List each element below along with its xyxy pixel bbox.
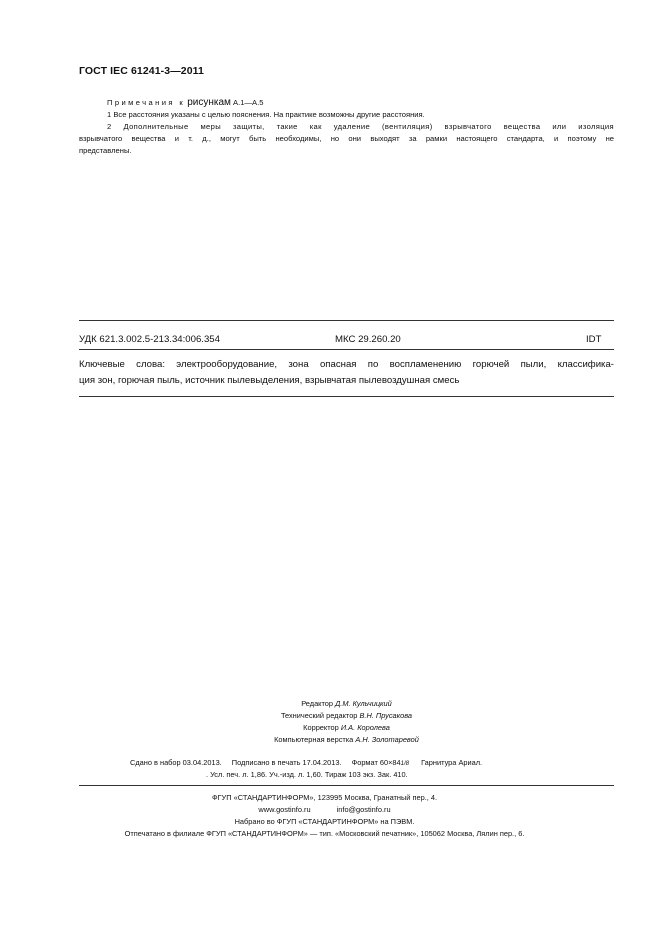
- publisher-typeset: Набрано во ФГУП «СТАНДАРТИНФОРМ» на ПЭВМ.: [234, 817, 415, 826]
- divider-bottom: [79, 396, 614, 397]
- idt-label: IDT: [586, 334, 602, 345]
- note-2-line-3: представлены.: [79, 146, 132, 155]
- keywords-line-2: ция зон, горючая пыль, источник пылевыделения, взрывчатая пылевоздушная смесь: [79, 374, 460, 386]
- standard-header: ГОСТ IEC 61241-3—2011: [79, 65, 204, 77]
- credit-tech-editor: [16, 711, 661, 720]
- publisher-printed: Отпечатано в филиале ФГУП «СТАНДАРТИНФОРМ» — тип. «Московский печатник», 105062 Москва, Лялин пер., 6.: [124, 829, 525, 838]
- udk-code: УДК 621.3.002.5-213.34:006.354: [79, 334, 220, 345]
- notes-title-word: рисункам: [187, 97, 231, 108]
- publisher-email: info@gostinfo.ru: [336, 805, 391, 814]
- editor-name: Д.М. Кульчицкий: [335, 699, 392, 708]
- credit-corrector: [16, 723, 661, 732]
- print-format: Формат 60×84: [351, 758, 401, 767]
- layout-name: А.Н. Золотаревой: [355, 735, 419, 744]
- print-typeface: Гарнитура Ариал.: [421, 758, 483, 767]
- print-signed: Подписано в печать 17.04.2013.: [231, 758, 342, 767]
- layout-label: Компьютерная верстка: [274, 735, 354, 744]
- corrector-name: И.А. Королева: [340, 723, 390, 732]
- print-line-1: [130, 758, 482, 767]
- publisher-contacts: [0, 805, 655, 814]
- divider-middle: [79, 349, 614, 350]
- print-sent: Сдано в набор 03.04.2013.: [130, 758, 222, 767]
- tech-editor-name: В.Н. Прусакова: [359, 711, 413, 720]
- mks-code: МКС 29.260.20: [335, 334, 401, 345]
- editor-label: Редактор: [301, 699, 334, 708]
- corrector-label: Корректор: [303, 723, 339, 732]
- note-2-line-2: взрывчатого вещества и т. д., могут быть необходимы, но они выходят за рамки настоящего стандарта, и поэтому не: [79, 134, 614, 143]
- publisher-site: www.gostinfo.ru: [258, 805, 311, 814]
- divider-top: [79, 320, 614, 321]
- publisher-address: ФГУП «СТАНДАРТИНФОРМ», 123995 Москва, Гранатный пер., 4.: [211, 793, 438, 802]
- note-2-line-1: 2 Дополнительные меры защиты, такие как удаление (вентиляция) взрывчатого вещества или изоляция: [107, 122, 614, 131]
- print-line-2: . Усл. печ. л. 1,86. Уч.-изд. л. 1,60. Тираж 103 экз. Зак. 410.: [206, 770, 408, 779]
- credit-layout: [16, 735, 661, 744]
- credit-editor: [16, 699, 661, 708]
- keywords: [79, 357, 614, 388]
- note-1: 1 Все расстояния указаны с целью пояснения. На практике возможны другие расстояния.: [107, 110, 425, 119]
- notes-title-ref: А.1—А.5: [233, 98, 264, 107]
- tech-editor-label: Технический редактор: [280, 711, 358, 720]
- divider-footer: [79, 785, 614, 786]
- notes-title-spaced: Примечания к: [107, 98, 186, 107]
- keywords-line-1: Ключевые слова: электрооборудование, зона опасная по воспламенению горючей пыли, классифика-: [79, 359, 614, 370]
- print-format-fraction: 1/8: [400, 761, 410, 767]
